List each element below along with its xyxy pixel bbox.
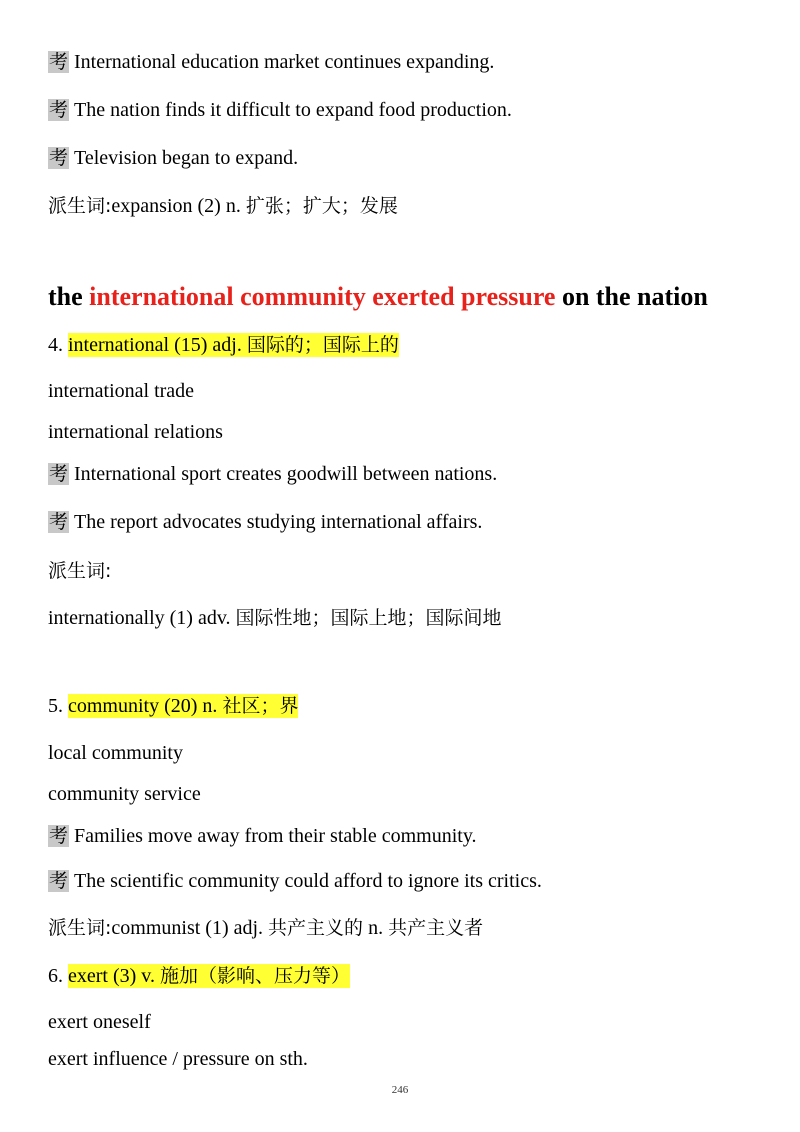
derivative-meaning: 国际性地；国际上地；国际间地 (235, 607, 502, 629)
exam-marker: 考 (49, 463, 69, 485)
derivative-word: expansion (2) n. (111, 195, 246, 217)
heading-part-2: on the nation (555, 282, 708, 311)
page-number: 246 (391, 1084, 409, 1096)
derivative-prefix: 派生词: (48, 195, 112, 217)
entry-meaning: 施加（影响、压力等） (160, 965, 351, 987)
entry-title (48, 964, 350, 988)
phrase: community service (48, 783, 201, 805)
example-text: The nation finds it difficult to expand food production. (74, 99, 512, 121)
heading-part-1: the (48, 282, 90, 311)
derivative-prefix: 派生词: (48, 560, 112, 582)
example-text: International sport creates goodwill between nations. (74, 463, 498, 485)
derivative-meaning-noun: 共产主义者 (388, 917, 484, 939)
example-sentence (48, 869, 542, 893)
example-sentence (48, 824, 477, 848)
entry-title (48, 333, 399, 357)
phrase: local community (48, 742, 183, 764)
exam-marker: 考 (49, 51, 69, 73)
exam-marker: 考 (49, 825, 69, 847)
phrase: exert influence / pressure on sth. (48, 1048, 308, 1070)
example-sentence (48, 98, 512, 122)
entry-title (48, 694, 298, 718)
phrase-heading (48, 282, 708, 312)
derivative-pos-noun: n. (363, 917, 389, 939)
derivative-line (48, 194, 398, 218)
phrase: exert oneself (48, 1011, 151, 1033)
entry-number: 6. (48, 965, 68, 987)
exam-marker: 考 (49, 99, 69, 121)
example-text: Television began to expand. (74, 147, 299, 169)
example-text: International education market continues expanding. (74, 51, 495, 73)
exam-marker: 考 (49, 511, 69, 533)
entry-word: exert (3) v. (68, 965, 160, 987)
derivative-prefix-line (48, 559, 111, 583)
derivative-meaning-adj: 共产主义的 (268, 917, 364, 939)
exam-marker: 考 (49, 870, 69, 892)
derivative-word: internationally (1) adv. (48, 607, 236, 629)
entry-meaning: 国际的；国际上的 (246, 334, 399, 356)
heading-highlight: international community exerted pressure (89, 282, 556, 311)
entry-number: 5. (48, 695, 68, 717)
example-sentence (48, 510, 482, 534)
derivative-line (48, 606, 502, 630)
entry-word: international (15) adj. (68, 334, 247, 356)
derivative-meaning: 扩张；扩大；发展 (245, 195, 398, 217)
phrase: international trade (48, 380, 195, 402)
phrase: international relations (48, 421, 223, 443)
example-text: The scientific community could afford to ignore its critics. (74, 870, 542, 892)
derivative-word: communist (1) adj. (111, 917, 269, 939)
entry-word: community (20) n. (68, 695, 223, 717)
exam-marker: 考 (49, 147, 69, 169)
example-text: The report advocates studying international affairs. (74, 511, 483, 533)
example-sentence (48, 50, 494, 74)
example-sentence (48, 462, 497, 486)
entry-number: 4. (48, 334, 68, 356)
derivative-line (48, 916, 483, 940)
entry-meaning: 社区；界 (222, 695, 299, 717)
example-sentence (48, 146, 298, 170)
example-text: Families move away from their stable community. (74, 825, 477, 847)
derivative-prefix: 派生词: (48, 917, 112, 939)
